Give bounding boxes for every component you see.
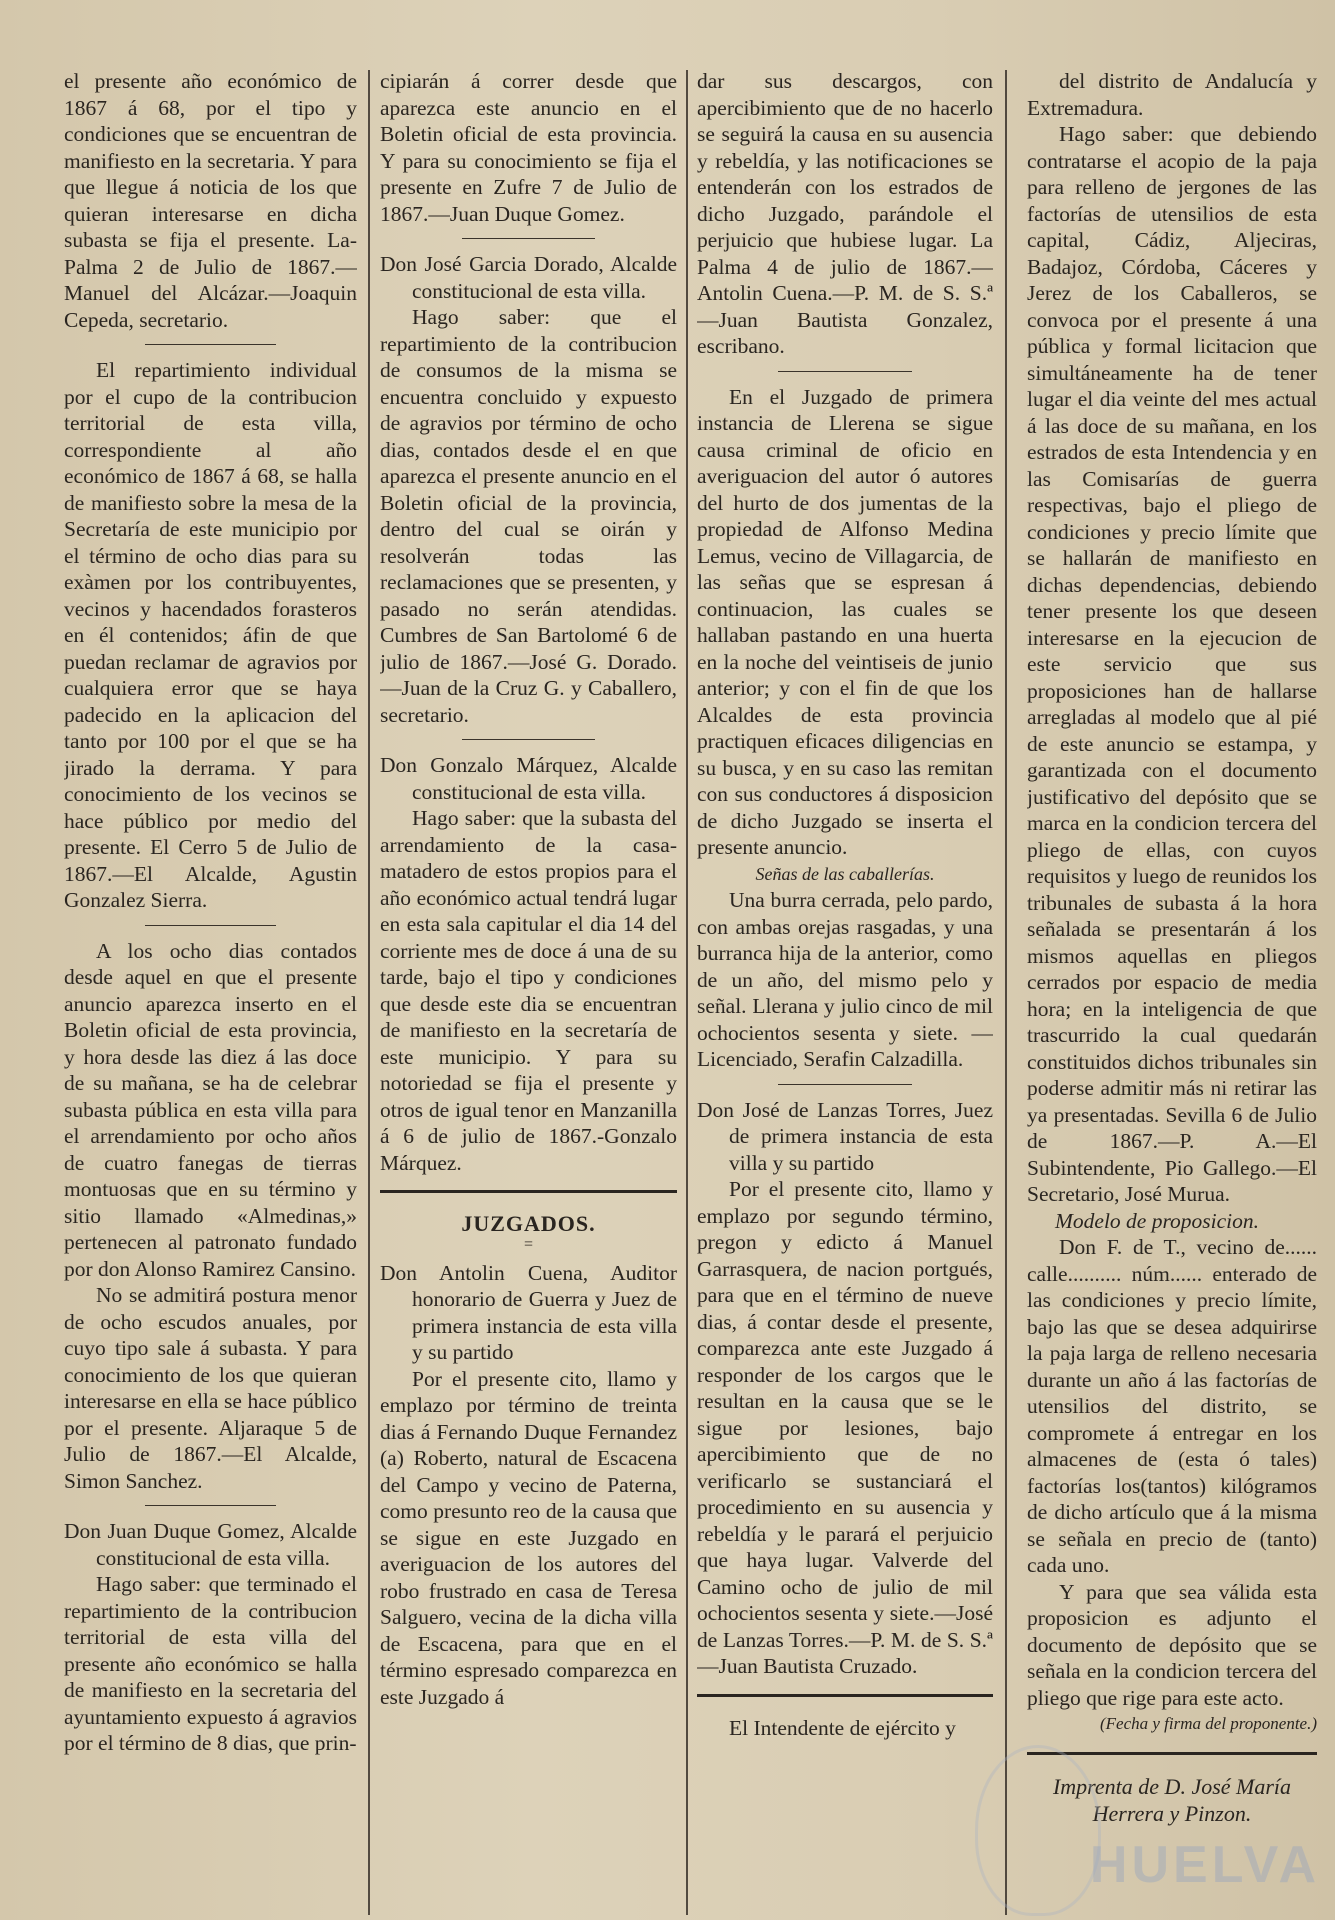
notice-heading: Don Antolin Cuena, Auditor honorario de Guerra y Juez de primera instancia de esta villa y su partido bbox=[380, 1260, 677, 1364]
separator bbox=[145, 1505, 277, 1506]
notice-text: Hago saber: que terminado el repartimiento de la contribucion territorial de esta villa del presente año económico se halla de manifiesto en la secretaria del ayuntamiento expuesto á agravios por el término de 8 dias, que prin- bbox=[64, 1572, 357, 1755]
notice-text: Hago saber: que debiendo contratarse el acopio de la paja para relleno de jergones de las factorías de utensilios de esta capital, Cádiz, Aljeciras, Badajoz, Córdoba, Cáceres y Jerez de los Caballeros, se convoca por el presente á una pública y formal licitacion que simultáneamente ha de tener lugar el dia veinte del mes actual á las doce de su mañana, en los estrados de esta Intendencia y en las Comisarías de guerra respectivas, bajo el pliego de condiciones y precio límite que se hallarán de manifiesto en dichas dependencias, debiendo tener presente los que deseen interesarse en la ejecucion de este servicio que sus proposiciones han de hallarse arregladas al modelo que al pié de este anuncio se estampa, y garantizada con el documento justificativo del depósito que se marca en la condicion tercera del pliego de ellas, con cuyos requisitos y luego de reunidos los tribunales de subasta á la hora señalada se presentarán á los mismos aquellas en pliegos cerrados por espacio de media hora; en la inteligencia de que trascurrido la cual quedarán constituidos dichos tribunales sin poderse admitir más ni retirar las ya presentadas. Sevilla 6 de Julio de 1867.—P. A.—El Subintendente, Pio Gallego.—El Secretario, José Murua. bbox=[1027, 122, 1317, 1206]
column-3 bbox=[697, 68, 993, 1913]
notice-text: Hago saber: que la subasta del arrendamiento de la casa-matadero de estos propios para el año económico actual tendrá lugar en esta sala capitular el dia 14 del corriente mes de doce á una de su tarde, bajo el tipo y condiciones que desde este dia se encuentran de manifiesto en la secretaría de este municipio. Y para su notoriedad se fija el presente y otros de igual tenor en Manzanilla á 6 de julio de 1867.-Gonzalo Márquez. bbox=[380, 806, 677, 1175]
column-2 bbox=[380, 68, 677, 1913]
subheading: Modelo de proposicion. bbox=[1055, 1208, 1260, 1233]
notice-text: dar sus descargos, con apercibimiento que de no hacerlo se seguirá la causa en su ausencia y rebeldía, y las notificaciones se entenderán con los estrados de dicho Juzgado, parándole el perjuicio que hubiese lugar. La Palma 4 de julio de 1867.—Antolin Cuena.—P. M. de S. S.ª—Juan Bautista Gonzalez, escribano. bbox=[697, 69, 993, 358]
watermark-text: HUELVA bbox=[1089, 1836, 1320, 1894]
notice-heading: Don Juan Duque Gomez, Alcalde constitucional de esta villa. bbox=[64, 1519, 357, 1570]
section-rule bbox=[697, 1694, 993, 1697]
separator bbox=[778, 1084, 911, 1085]
notice-text: Una burra cerrada, pelo pardo, con ambas orejas rasgadas, y una burranca hija de la anterior, como de un año, del mismo pelo y señal. Llerana y julio cinco de mil ochocientos sesenta y siete. —Licenciado, Serafin Calzadilla. bbox=[697, 888, 993, 1071]
section-rule bbox=[1027, 1752, 1317, 1755]
column-rule bbox=[686, 70, 688, 1915]
notice-text: A los ocho dias contados desde aquel en que el presente anuncio aparezca inserto en el Boletin oficial de esta provincia, y hora desde las diez á las doce de su mañana, se ha de celebrar subasta pública en esta villa para el arrendamiento por ocho años de cuatro fanegas de tierras montuosas que en su término y sitio llamado «Almedinas,» pertenecen al patronato fundado por don Alonso Ramirez Cansino. bbox=[64, 938, 357, 1281]
notice-text: cipiarán á correr desde que aparezca este anuncio en el Boletin oficial de esta provincia. Y para su conocimiento se fija el presente en Zufre 7 de Julio de 1867.—Juan Duque Gomez. bbox=[380, 69, 677, 226]
notice-text: Hago saber: que el repartimiento de la contribucion de consumos de la misma se encuentra concluido y expuesto de agravios por término de ocho dias, contados desde el en que aparezca el presente anuncio en el Boletin oficial de la provincia, dentro del cual se oirán y resolverán todas las reclamaciones que se presenten, y pasado no serán atendidas. Cumbres de San Bartolomé 6 de julio de 1867.—José G. Dorado.—Juan de la Cruz G. y Caballero, secretario. bbox=[380, 305, 677, 727]
section-mark: = bbox=[523, 1235, 534, 1253]
notice-text: El repartimiento individual por el cupo de la contribucion territorial de esta villa, correspondiente al año económico de 1867 á 68, se halla de manifiesto sobre la mesa de la Secretaría de este municipio por el término de ocho dias para su exàmen por los contribuyentes, vecinos y hacendados forasteros en él contenidos; áfin de que puedan reclamar de agravios por cualquiera error que se haya padecido en la aplicacion del tanto por 100 por el que se ha jirado la derrama. Y para conocimiento de los vecinos se hace público por medio del presente. El Cerro 5 de Julio de 1867.—El Alcalde, Agustin Gonzalez Sierra. bbox=[64, 358, 357, 912]
notice-text: En el Juzgado de primera instancia de Llerena se sigue causa criminal de oficio en averiguacion del autor ó autores del hurto de dos jumentas de la propiedad de Alfonso Medina Lemus, vecino de Villagarcia, de las señas que se espresan á continuacion, las cuales se hallaban pastando en una huerta en la noche del veintiseis de junio anterior; y con el fin de que los Alcaldes de esta provincia practiquen eficaces diligencias en su busca, y en su caso las remitan con sus conductores á disposicion de dicho Juzgado se inserta el presente anuncio. bbox=[697, 384, 993, 859]
signature-note: (Fecha y firma del proponente.) bbox=[1100, 1714, 1317, 1733]
subheading: Señas de las caballerías. bbox=[755, 863, 935, 884]
notice-text: del distrito de Andalucía y Extremadura. bbox=[1027, 69, 1317, 120]
notice-text: No se admitirá postura menor de ocho escudos anuales, por cuyo tipo sale á subasta. Y para conocimiento de los que quieran interesarse en ella se hace público por el presente. Aljaraque 5 de Julio de 1867.—El Alcalde, Simon Sanchez. bbox=[64, 1283, 357, 1493]
column-rule bbox=[1005, 70, 1007, 1915]
column-1 bbox=[64, 68, 357, 1913]
imprint: Imprenta de D. José María Herrera y Pinzon. bbox=[1052, 1773, 1292, 1826]
notice-heading: Don José Garcia Dorado, Alcalde constitucional de esta villa. bbox=[380, 252, 677, 303]
notice-heading: Don José de Lanzas Torres, Juez de primera instancia de esta villa y su partido bbox=[697, 1097, 993, 1175]
section-rule bbox=[380, 1190, 677, 1193]
separator bbox=[778, 371, 911, 372]
notice-text: Y para que sea válida esta proposicion es adjunto el documento de depósito que se señala en la condicion tercera del pliego que rige para este acto. bbox=[1027, 1579, 1317, 1710]
column-rule bbox=[368, 70, 370, 1915]
notice-text: Por el presente cito, llamo y emplazo por segundo término, pregon y edicto á Manuel Garrasquera, de nacion portgués, para que en el término de nueve dias, á contar desde el presente, comparezca ante este Juzgado á responder de los cargos que le resultan en la causa que se le sigue por lesiones, bajo apercibimiento que de no verificarlo se sustanciará el procedimiento en su ausencia y rebeldía y le parará el perjuicio que haya lugar. Valverde del Camino ocho de julio de mil ochocientos sesenta y siete.—José de Lanzas Torres.—P. M. de S. S.ª—Juan Bautista Cruzado. bbox=[697, 1177, 993, 1678]
separator bbox=[462, 739, 596, 740]
notice-text: el presente año económico de 1867 á 68, por el tipo y condiciones que se encuentran de manifiesto en la secretaria. Y para que llegue á noticia de los que quieran interesarse en dicha subasta se fija el presente. La-Palma 2 de Julio de 1867.—Manuel del Alcázar.—Joaquin Cepeda, secretario. bbox=[64, 69, 357, 332]
section-title: JUZGADOS. bbox=[461, 1211, 596, 1236]
column-4 bbox=[1027, 68, 1317, 1913]
notice-text: El Intendente de ejército y bbox=[729, 1715, 956, 1740]
separator bbox=[145, 344, 277, 345]
notice-text: Don F. de T., vecino de...... calle.......... núm...... enterado de las condiciones y precio límite, bajo las que se desea adquirirse la paja larga de relleno necesaria durante un año á las factorías de utensilios del distrito, se compromete á entregar en los almacenes de (esta ó tales) factorías los(tantos) kilógramos de dicho artículo que á la misma se señala en precio de (tanto) cada uno. bbox=[1027, 1235, 1317, 1577]
notice-heading: Don Gonzalo Márquez, Alcalde constitucional de esta villa. bbox=[380, 753, 677, 804]
separator bbox=[145, 925, 277, 926]
notice-text: Por el presente cito, llamo y emplazo por término de treinta dias á Fernando Duque Fernandez (a) Roberto, natural de Escacena del Campo y vecino de Paterna, como presunto reo de la causa que se sigue en este Juzgado en averiguacion de los autores del robo frustrado en casa de Teresa Salguero, vecina de la dicha villa de Escacena, para que en el término espresado comparezca en este Juzgado á bbox=[380, 1366, 677, 1709]
separator bbox=[462, 238, 596, 239]
